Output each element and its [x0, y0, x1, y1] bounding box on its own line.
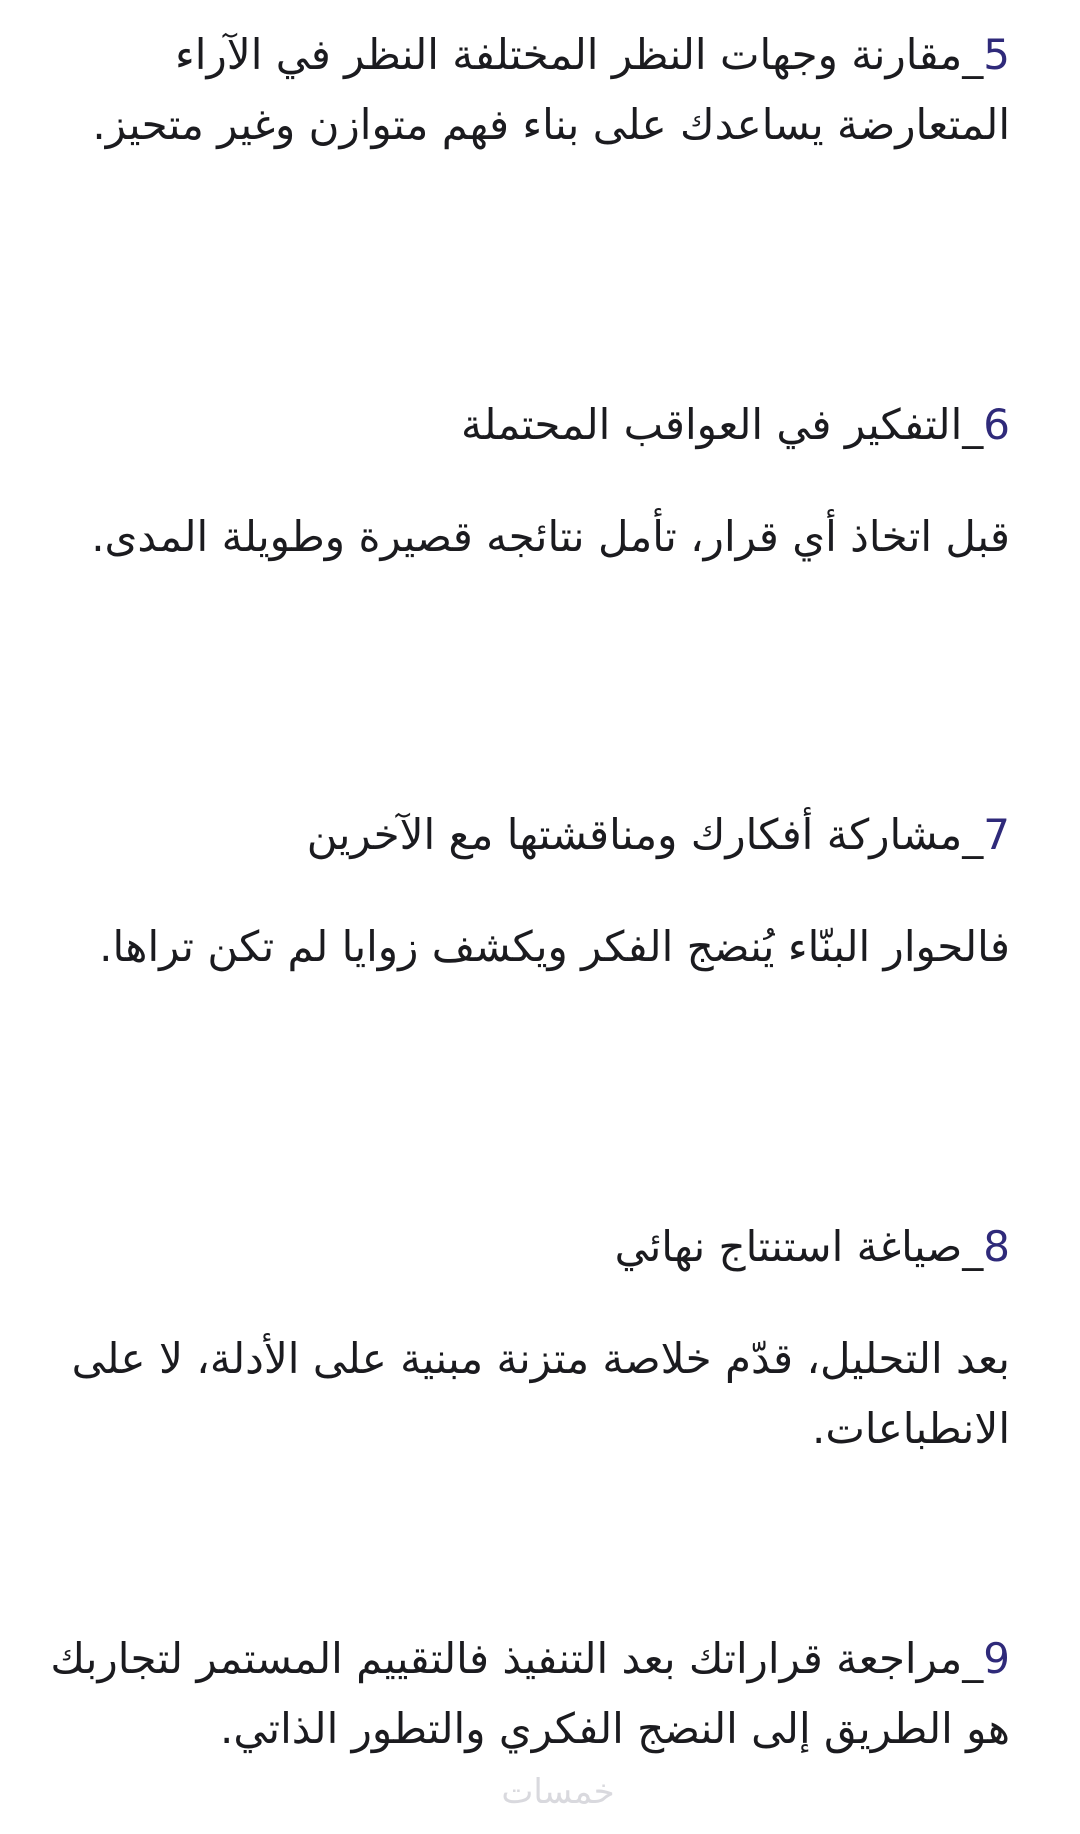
section-5-title: _مقارنة وجهات النظر المختلفة النظر في الآراء المتعارضة يساعدك على بناء فهم متوازن وغير متحيز.	[92, 30, 1010, 149]
section-7-number: 7	[983, 810, 1010, 859]
section-9-heading	[50, 1624, 1010, 1764]
section-7-title: _مشاركة أفكارك ومناقشتها مع الآخرين	[306, 810, 984, 859]
section-8-body: بعد التحليل، قدّم خلاصة متزنة مبنية على الأدلة، لا على الانطباعات.	[71, 1334, 1010, 1453]
section-6-number: 6	[983, 400, 1010, 449]
section-6-title: _التفكير في العواقب المحتملة	[461, 400, 984, 449]
section-8-title: _صياغة استنتاج نهائي	[614, 1222, 984, 1271]
section-6-heading	[50, 390, 1010, 460]
section-8-number: 8	[983, 1222, 1010, 1271]
section-5-heading	[50, 20, 1010, 160]
khamsat-watermark: خمسات	[501, 1772, 615, 1812]
section-7-heading	[50, 800, 1010, 870]
section-7-body: فالحوار البنّاء يُنضج الفكر ويكشف زوايا لم تكن تراها.	[99, 922, 1010, 971]
section-5-number: 5	[983, 30, 1010, 79]
section-9-title: _مراجعة قراراتك بعد التنفيذ فالتقييم المستمر لتجاربك هو الطريق إلى النضج الفكري والتطور الذاتي.	[50, 1634, 1010, 1753]
section-6-body: قبل اتخاذ أي قرار، تأمل نتائجه قصيرة وطويلة المدى.	[91, 512, 1010, 561]
section-9-number: 9	[983, 1634, 1010, 1683]
section-8-heading	[50, 1212, 1010, 1282]
